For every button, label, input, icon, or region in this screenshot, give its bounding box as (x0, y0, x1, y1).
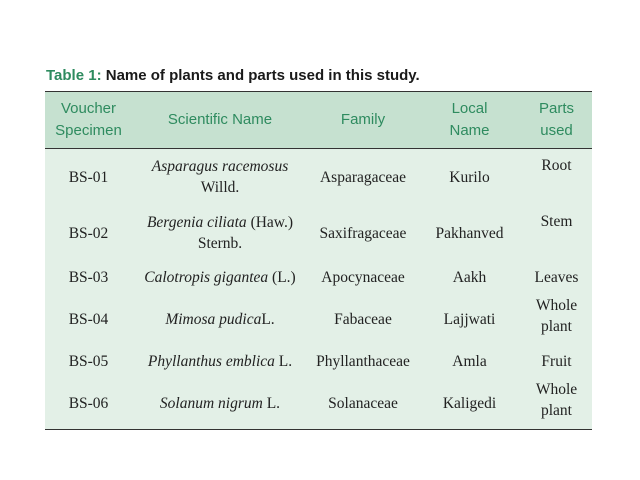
table-row (45, 205, 592, 261)
cell-voucher: BS-05 (68, 352, 109, 370)
table-row (45, 261, 592, 293)
cell-family: Saxifragaceae (319, 224, 407, 242)
parts-line1: Fruit (541, 352, 572, 370)
scientific-binomial: Calotropis gigantea (144, 268, 269, 286)
scientific-author: Willd. (200, 179, 240, 196)
table-row (45, 293, 592, 345)
cell-parts-used (521, 205, 592, 261)
scientific-author-inline: (L.) (268, 268, 296, 286)
scientific-binomial: Asparagus racemosus (151, 158, 289, 175)
table-body (45, 149, 592, 430)
table-caption-label: Table 1: (46, 67, 102, 84)
cell-local-name: Pakhanved (435, 224, 504, 242)
cell-voucher: BS-02 (68, 224, 109, 242)
header-parts-line1: Parts (538, 100, 574, 117)
table-caption-text: Name of plants and parts used in this study. (101, 67, 420, 84)
table-caption (46, 67, 420, 84)
table-row (45, 345, 592, 377)
header-parts-used (521, 92, 592, 149)
table-row (45, 149, 592, 206)
cell-scientific-name (132, 205, 308, 261)
cell-family: Solanaceae (308, 377, 418, 430)
header-parts-line2: used (540, 122, 573, 139)
cell-family: Asparagaceae (319, 168, 407, 186)
scientific-binomial: Solanum nigrum (159, 394, 263, 412)
plants-table (45, 91, 592, 430)
cell-local-name: Kurilo (449, 168, 490, 186)
parts-line1: Stem (540, 213, 573, 230)
header-voucher-specimen (45, 92, 132, 149)
cell-parts-used (521, 345, 592, 377)
header-local-line1: Local (451, 100, 488, 117)
cell-parts-used (521, 377, 592, 430)
cell-voucher: BS-03 (68, 268, 109, 286)
cell-parts-used (521, 261, 592, 293)
cell-voucher: BS-04 (68, 310, 109, 328)
parts-line1: Leaves (534, 268, 579, 286)
scientific-binomial: Phyllanthus emblica (147, 352, 275, 370)
table-header (45, 92, 592, 149)
header-family: Family (308, 92, 418, 149)
cell-family: Apocynaceae (321, 268, 405, 286)
header-scientific-name: Scientific Name (132, 92, 308, 149)
cell-parts-used (521, 149, 592, 206)
cell-voucher: BS-06 (45, 377, 132, 430)
cell-scientific-name (132, 345, 308, 377)
scientific-author-inline: L. (261, 310, 275, 328)
cell-scientific-name (132, 377, 308, 430)
cell-family: Phyllanthaceae (316, 352, 410, 370)
scientific-author: Sternb. (197, 235, 243, 252)
cell-scientific-name (132, 261, 308, 293)
cell-local-name: Amla (452, 352, 487, 370)
cell-family: Fabaceae (334, 310, 392, 328)
header-voucher-line1: Voucher (60, 100, 117, 117)
plants-table-container (45, 91, 592, 430)
header-row (45, 92, 592, 149)
header-voucher-line2: Specimen (55, 122, 122, 139)
scientific-binomial: Mimosa pudica (165, 310, 262, 328)
scientific-author-inline: L. (274, 352, 293, 370)
scientific-binomial: Bergenia ciliata (146, 214, 247, 231)
parts-line2: plant (541, 318, 572, 335)
parts-line1: Whole (535, 297, 578, 314)
header-local-line2: Name (449, 122, 490, 139)
cell-voucher: BS-01 (68, 168, 109, 186)
cell-parts-used (521, 293, 592, 345)
parts-line1: Whole (535, 381, 578, 398)
parts-line1: Root (541, 157, 572, 174)
scientific-author-inline: L. (262, 394, 281, 412)
cell-local-name: Lajjwati (443, 310, 496, 328)
cell-scientific-name (132, 149, 308, 206)
parts-line2: plant (541, 402, 572, 419)
cell-local-name: Aakh (452, 268, 487, 286)
scientific-author-inline: (Haw.) (246, 214, 294, 231)
cell-local-name: Kaligedi (418, 377, 521, 430)
table-row (45, 377, 592, 430)
header-local-name (418, 92, 521, 149)
cell-scientific-name (132, 293, 308, 345)
